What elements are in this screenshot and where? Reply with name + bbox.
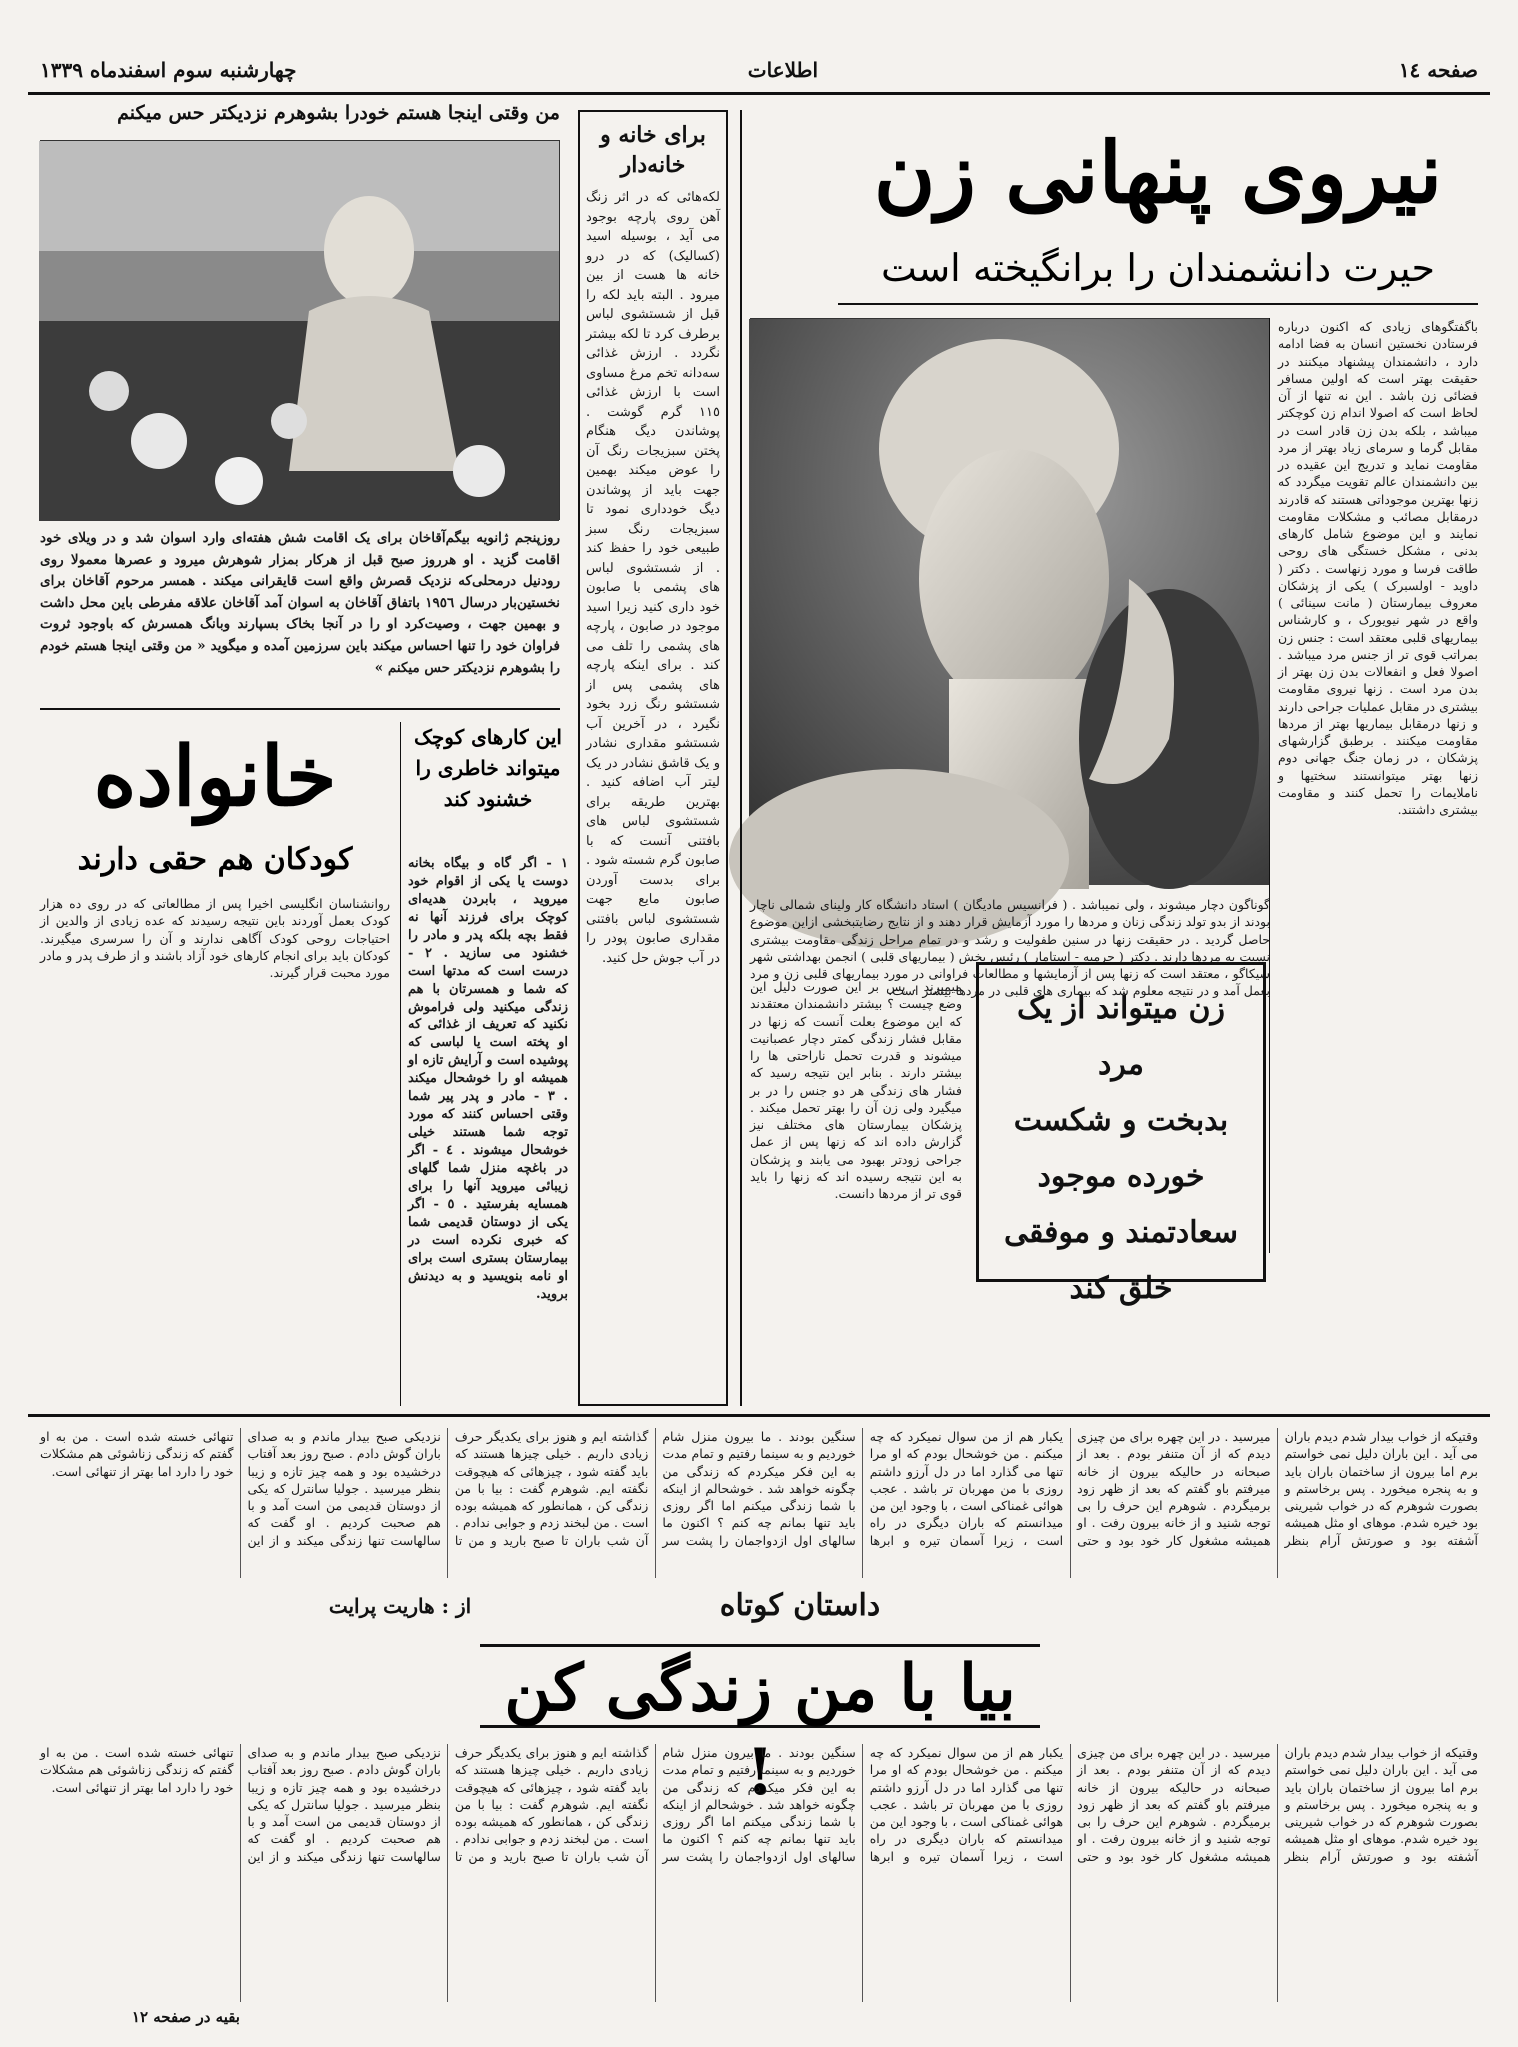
story-text-lower: وقتیکه از خواب بیدار شدم دیدم باران می آید . این باران دلیل نمی خواستم برم اما بیرون از ساختمان باران باید و به پنجره میخورد . پس برخاستم و بصورت شوهرم که در خواب شیرینی بود خیره شدم. موهای او مثل همیشه آشفته بود و صورتش آرام بنظر میرسید . در این چهره برای من چیزی دیدم که از آن متنفر بودم . بعد از صبحانه در حالیکه بیرون از خانه میرفتم باو گفتم که بعد از ظهر زود برمیگردم . شوهرم این حرف را بی توجه شنید و از خانه بیرون رفت . او همیشه مشغول کار خود بود و حتی یکبار هم از من سوال نمیکرد که چه میکنم . من خوشحال بودم که او مرا تنها می گذارد اما در دل آرزو داشتم روزی با من مهربان تر باشد . عجب هوائی غمناکی است ، با وجود این من میدانستم که باران دیگری در راه است ، زیرا آسمان تیره و ابرها سنگین بودند . ما بیرون منزل شام خوردیم و به سینما رفتیم و تمام مدت به این فکر میکردم که زندگی من چگونه خواهد شد . خوشحالم از اینکه با شما زندگی میکنم اما اگر روزی باید تنها بمانم چه کنم ؟ اکنون ما سالهای اول ازدواجمان را پشت سر گذاشته ایم و هنوز برای یکدیگر حرف زیادی داریم . خیلی چیزها هستند که باید گفته شود ، چیزهائی که هیچوقت نگفته ایم. شوهرم گفت : بیا با من زندگی کن ، همانطور که همیشه بوده است . من لبخند زدم و جوابی ندادم . آن شب باران تا صبح بارید و من تا نزدیکی صبح بیدار ماندم و به صدای باران گوش دادم . صبح روز بعد آفتاب درخشیده بود و همه چیز تازه و زیبا بنظر میرسید . جولیا سانترل که یکی از دوستان قدیمی من است آمد و با هم صحبت کردیم . او گفت که سالهاست تنها زندگی میکند و از این تنهائی خسته شده است . من به او گفتم که زندگی زناشوئی هم مشکلات خود را دارد اما بهتر از تنهائی است. xyxy=(40,1745,1478,1864)
family-title: خانواده xyxy=(93,729,337,825)
family-rights-title: این کارهای کوچک میتواند خاطری را خشنود کند xyxy=(414,725,562,811)
story-title: بیا با من زندگی کن ! xyxy=(480,1644,1040,1728)
story-text-upper: وقتیکه از خواب بیدار شدم دیدم باران می آید . این باران دلیل نمی خواستم برم اما بیرون از ساختمان باران باید و به پنجره میخورد . پس برخاستم و بصورت شوهرم که در خواب شیرینی بود خیره شدم. موهای او مثل همیشه آشفته بود و صورتش آرام بنظر میرسید . در این چهره برای من چیزی دیدم که از آن متنفر بودم . بعد از صبحانه در حالیکه بیرون از خانه میرفتم باو گفتم که بعد از ظهر زود برمیگردم . شوهرم این حرف را بی توجه شنید و از خانه بیرون رفت . او همیشه مشغول کار خود بود و حتی یکبار هم از من سوال نمیکرد که چه میکنم . من خوشحال بودم که او مرا تنها می گذارد اما در دل آرزو داشتم روزی با من مهربان تر باشد . عجب هوائی غمناکی است ، با وجود این من میدانستم که باران دیگری در راه است ، زیرا آسمان تیره و ابرها سنگین بودند . ما بیرون منزل شام خوردیم و به سینما رفتیم و تمام مدت به این فکر میکردم که زندگی من چگونه خواهد شد . خوشحالم از اینکه با شما زندگی میکنم اما اگر روزی باید تنها بمانم چه کنم ؟ اکنون ما سالهای اول ازدواجمان را پشت سر گذاشته ایم و هنوز برای یکدیگر حرف زیادی داریم . خیلی چیزها هستند که باید گفته شود ، چیزهائی که هیچوقت نگفته ایم. شوهرم گفت : بیا با من زندگی کن ، همانطور که همیشه بوده است . من لبخند زدم و جوابی ندادم . آن شب باران تا صبح بارید و من تا نزدیکی صبح بیدار ماندم و به صدای باران گوش دادم . صبح روز بعد آفتاب درخشیده بود و همه چیز تازه و زیبا بنظر میرسید . جولیا سانترل که یکی از دوستان قدیمی من است آمد و با هم صحبت کردیم . او گفت که سالهاست تنها زندگی میکند و از این تنهائی خسته شده است . من به او گفتم که زندگی زناشوئی هم مشکلات خود را دارد اما بهتر از تنهائی است. xyxy=(40,1429,1478,1548)
family-rights-text: ١ - اگر گاه و بیگاه بخانه دوست یا یکی از اقوام خود میروید ، بابردن هدیه‌ای کوچک برای فرزند آنها نه فقط بچه بلکه پدر و مادر را خشنود می سازید . ٢ - درست است که مدتها است که شما و همسرتان با هم زندگی میکنید ولی فراموش نکنید که تعریف از غذائی که او پخته است یا لباسی که پوشیده است و آرایش تازه او همیشه او را خوشحال میکند . ٣ - مادر و پدر پیر شما وقتی احساس کنند که مورد توجه شما هستند خیلی خوشحال میشوند . ٤ - اگر در باغچه منزل شما گلهای زیبائی میروید آنها را برای همسایه بفرستید . ٥ - اگر یکی از دوستان قدیمی شما که خبری نکرده است در بیمارستان بستری است برای او نامه بنویسید و به دیدنش بروید. xyxy=(408,856,569,1302)
quote-line-1: زن میتواند از یک مرد xyxy=(1017,991,1225,1082)
story-top-rule xyxy=(28,1414,1490,1417)
quote-line-4: سعادتمند و موفقی xyxy=(1003,1215,1239,1250)
feature-col-divider xyxy=(1269,318,1270,1253)
feature-pull-quote xyxy=(976,962,1266,1306)
feature-subtitle: حیرت دانشمندان را برانگیخته است xyxy=(881,246,1435,290)
page-number: صفحه ١٤ xyxy=(1398,58,1478,82)
homemaker-text: لکه‌هائی که در اثر زنگ آهن روی پارچه بوجود می آید ، بوسیله اسید (کسالیک) که در درو خانه ها هست از بین میرود . البته باید لکه را قبل از شستشوی لباس برطرف کرد تا لکه بیشتر نگردد . ارزش غذائی سه‌دانه تخم مرغ مساوی است با ارزش غذائی ١١٥ گرم گوشت . پوشاندن دیگ هنگام پختن سبزیجات رنگ آن را عوض میکند بهمین جهت باید از پوشاندن دیگ خودداری نمود تا سبزیجات رنگ سبز طبیعی خود را حفظ کند . از شستشوی لباس های پشمی با صابون خود داری کنید زیرا اسید موجود در صابون ، پارچه های پشمی را تلف می کند . برای اینکه پارچه های پشمی پس از شستشو رنگ زرد بخود نگیرد ، در آخرین آب شستشو مقداری نشادر و یک قاشق نشادر در یک لیتر آب اضافه کنید . بهترین طریقه برای شستشوی لباس های بافتنی آنست که با صابون گرم شسته شود . برای بدست آوردن صابون مایع جهت شستشوی لباس بافتنی مقداری صابون پودر را در آب جوش حل کنید. xyxy=(586,190,720,966)
masthead-rule xyxy=(28,92,1490,95)
aga-khan-rule xyxy=(40,708,560,710)
newspaper-name: اطلاعات xyxy=(747,58,818,82)
actress-photo xyxy=(750,318,1270,884)
begum-garden-image xyxy=(39,141,559,521)
homemaker-title: برای خانه و خانه‌دار xyxy=(600,122,706,178)
quote-line-5: خلق کند xyxy=(1069,1271,1173,1306)
feature-title: نیروی پنهانی زن xyxy=(873,123,1443,222)
story-continued-note: بقیه در صفحه ١٢ xyxy=(131,2008,240,2026)
aga-khan-headline: من وقتی اینجا هستم خودرا بشوهرم نزدیکتر حس میکنم xyxy=(117,102,560,124)
issue-date: چهارشنبه سوم اسفندماه ١٣٣٩ xyxy=(40,58,297,82)
feature-title-rule xyxy=(838,303,1478,305)
quote-line-3: خورده موجود xyxy=(1037,1159,1205,1194)
feature-column-2-top: گوناگون دچار میشوند ، ولی نمیباشد . ( فرانسیس مادیگان ) استاد دانشگاه کار ولینای شمالی ناچار بودند از بدو تولد زندگی زنان و مردها را مورد آزمایش قرار دهند و از نتایج رضایتبخشی ازاین موضوع حاصل گردید . در حقیقت زنها در سنین طفولیت و رشد و در تمام مراحل زندگی مقاومت بیشتری نسبت به مردها دارند . دکتر ( جرمیه - استامار ) رئیس بخش ( بیماریهای قلبی ) انجمن بهداشتی شهر شیکاگو ، معتقد است که زنها پس از آزمایشها و مطالعات فراوانی در مورد بیماریهای قلبی زن و مرد بعمل آمد و در نتیجه معلوم شد که بیماری های قلبی در مردها بیشتر است. xyxy=(750,897,1270,999)
aga-khan-caption: روزپنجم ژانویه بیگم‌آقاخان برای یک اقامت شش هفته‌ای وارد اسوان شد و در ویلای خود اقامت گزید . او هرروز صبح قبل از هرکار بمزار شوهرش میرود و عصرها معمولا روی رودنیل درمحلی‌که نزدیک قصرش واقع است قایقرانی میکند . همسر مرحوم آقاخان برای نخستین‌بار درسال ١٩٥٦ باتفاق آقاخان به اسوان آمد آقاخان علاقه مفرطی باین محل داشت و بهمین جهت ، وصیت‌کرد او را در آنجا بخاک بسپارند وبانگ همسرش که باوجود ثروت فراوان خود را تنها احساس میکند باین سرزمین آمده و میگوید « من وقتی اینجا هستم خودم را بشوهرم نزدیکتر حس میکنم » xyxy=(40,530,560,676)
family-col-divider xyxy=(400,722,401,1406)
family-subtitle: کودکان هم حقی دارند xyxy=(77,842,353,877)
actress-portrait-image xyxy=(749,319,1269,885)
story-author: از : هاریت پرایت xyxy=(328,1594,472,1618)
feature-left-rule xyxy=(740,110,742,1406)
feature-column-3: میمیرند . پس بر این صورت دلیل این وضع چیست ؟ بیشتر دانشمندان معتقدند که این موضوع بعلت آنست که زنها در مقابل فشار زندگی کمتر دچار عصبانیت میشوند و قدرت تحمل ناراحتی ها را بیشتر دارند . بنابر این نتیجه رسید که فشار های زندگی هر دو جنس را در بر میگیرد ولی زن آن را بهتر تحمل میکند . پزشکان بیمارستان های مختلف نیز گزارش داده اند که زنها پس از عمل جراحی زودتر بهبود می یابند و پزشکان به این نتیجه رسیده اند که زنها را باید قوی تر از مردها دانست. xyxy=(750,979,962,1201)
aga-khan-photo xyxy=(40,140,560,520)
feature-column-1: باگفتگوهای زیادی که اکنون درباره فرستادن نخستین انسان به فضا ادامه دارد ، دانشمندان پیشنهاد میکنند در حقیقت بهتر است که اولین مسافر فضائی زن باشد . این نه تنها از آن لحاظ است که اصولا اندام زن کوچکتر میباشد ، بلکه بدن زن قادر است در مقابل گرما و سرمای زیاد بهتر از مرد مقاومت نماید و تدریج این عقیده در بین دانشمندان عالم تقویت میگردد که زنها بهترین موجوداتی هستند که قادرند درمقابل مصائب و مشکلات مقاومت نمایند و این موضوع شامل کارهای بدنی ، مشکل خستگی های روحی طاقت فرسا و مورد زنهاست . دکتر ( داوید - اولسبرک ) یکی از پزشکان معروف بیمارستان ( مانت سینائی ) واقع در شهر نیویورک ، و کارشناس بیماریهای قلبی معتقد است : جنس زن بمراتب قوی تر از جنس مرد میباشد . اصولا فعل و انفعالات بدن زن بهتر از بدن مرد است . زنها نیروی مقاومت بیشتری در مقابل عملیات جراحی دارند و زنها درمقابل بیماریها بهتر از مردها مقاومت میکنند . برطبق گزارشهای پزشکان ، در زمان جنگ جهانی دوم زنها بهتر میتوانستند سختیها و ناملایمات را تحمل کنند و مقاومت بیشتری داشتند. xyxy=(1278,319,1478,817)
homemaker-box xyxy=(578,110,728,1406)
quote-line-2: بدبخت و شکست xyxy=(1013,1103,1229,1138)
story-kicker: داستان کوتاه xyxy=(719,1588,881,1623)
family-intro: روانشناسان انگلیسی اخیرا پس از مطالعاتی که در روی ده هزار کودک بعمل آوردند باین نتیجه رسیدند که عده زیادی از والدین از احتیاجات روحی کودک آگاهی ندارند و آن را سرسری میگیرند. کودکان باید برای انجام کارهای خود آزاد باشند و از طرف پدر و مادر مورد محبت قرار گیرند. xyxy=(40,896,390,980)
